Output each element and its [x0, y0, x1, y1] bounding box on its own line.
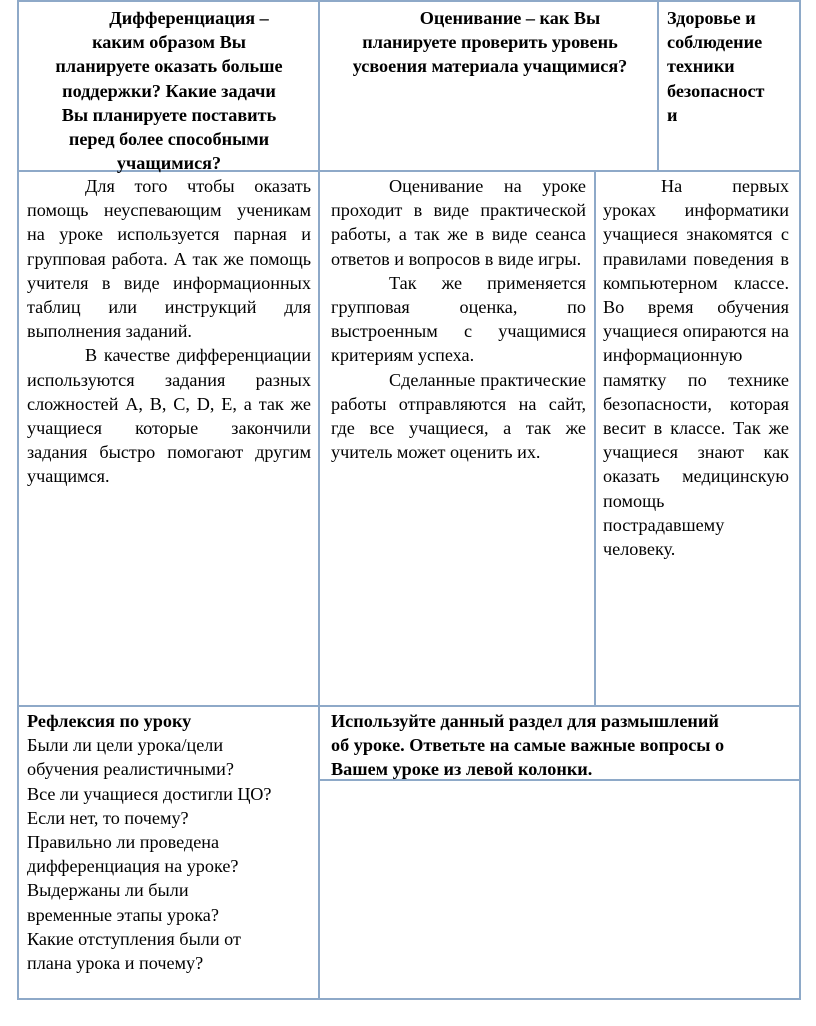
- reflection-answer-area[interactable]: [321, 782, 799, 998]
- column-divider: [318, 0, 320, 1000]
- header-line: Дифференциация –: [109, 8, 269, 28]
- header-safety: [667, 6, 797, 127]
- reflection-instruction: [331, 709, 797, 782]
- assessment-paragraph: Оценивание на уроке проходит в виде практической работы, а так же в виде сеанса ответов и вопросов в виде игры.: [331, 176, 586, 269]
- body-safety: [603, 174, 789, 561]
- reflection-title: Рефлексия по уроку: [27, 711, 192, 731]
- reflection-question: плана урока и почему?: [27, 953, 204, 974]
- header-line: каким образом Вы: [92, 32, 246, 53]
- reflection-question: Правильно ли проведена: [27, 832, 220, 853]
- header-assessment: [325, 6, 655, 79]
- header-line: усвоения материала учащимися?: [352, 56, 628, 77]
- header-line: Вы планируете поставить: [61, 104, 277, 125]
- header-line: Здоровье и: [667, 8, 756, 28]
- column-divider: [657, 0, 659, 172]
- header-line: и: [667, 104, 678, 125]
- body-assessment: [331, 174, 586, 464]
- column-divider: [594, 171, 596, 706]
- assessment-paragraph: Так же применяется групповая оценка, по выстроенным с учащимися критериям успеха.: [331, 272, 586, 366]
- reflection-question: Все ли учащиеся достигли ЦО?: [27, 783, 272, 804]
- instruction-line: Вашем уроке из левой колонки.: [331, 759, 593, 780]
- body-differentiation: [27, 174, 311, 489]
- reflection-question: Какие отступления были от: [27, 928, 241, 949]
- reflection-question: Были ли цели урока/цели: [27, 735, 224, 756]
- header-line: поддержки? Какие задачи: [62, 80, 276, 101]
- header-line: Оценивание – как Вы: [419, 8, 601, 28]
- differentiation-paragraph: Для того чтобы оказать помощь неуспевающим ученикам на уроке используется парная и групповая работа. А так же помощь учителя в виде информационных таблиц или инструкций для выполнения заданий.: [27, 176, 311, 342]
- header-line: техники: [667, 56, 735, 77]
- row-divider: [17, 705, 801, 707]
- differentiation-paragraph: В качестве дифференциации используются задания разных сложностей А, В, С, D, Е, а так же учащиеся которые закончили задания быстро помогают другим учащимся.: [27, 345, 311, 487]
- header-line: планируете проверить уровень: [362, 32, 618, 53]
- assessment-paragraph: Сделанные практические работы отправляются на сайт, где все учащиеся, а так же учитель может оценить их.: [331, 369, 586, 463]
- reflection-question: Если нет, то почему?: [27, 807, 189, 828]
- reflection-question: временные этапы урока?: [27, 904, 219, 925]
- safety-paragraph: На первых уроках информатики учащиеся знакомятся с правилами поведения в компьютерном классе. Во время обучения учащиеся опираются на информационную памятку по технике безопасности, которая весит в классе. Так же учащиеся знают как оказать медицинскую помощь пострадавшему человеку.: [603, 176, 789, 560]
- header-line: соблюдение: [667, 32, 763, 53]
- header-line: учащимися?: [116, 153, 222, 174]
- header-line: планируете оказать больше: [55, 56, 283, 77]
- reflection-questions: [27, 709, 315, 975]
- header-line: безопасност: [667, 80, 765, 101]
- instruction-line: об уроке. Ответьте на самые важные вопросы о: [331, 735, 725, 756]
- reflection-question: дифференциация на уроке?: [27, 856, 239, 877]
- reflection-question: обучения реалистичными?: [27, 759, 234, 780]
- instruction-line: Используйте данный раздел для размышлений: [331, 711, 719, 731]
- header-line: перед более способными: [68, 129, 270, 150]
- header-differentiation: [24, 6, 314, 175]
- reflection-question: Выдержаны ли были: [27, 880, 189, 901]
